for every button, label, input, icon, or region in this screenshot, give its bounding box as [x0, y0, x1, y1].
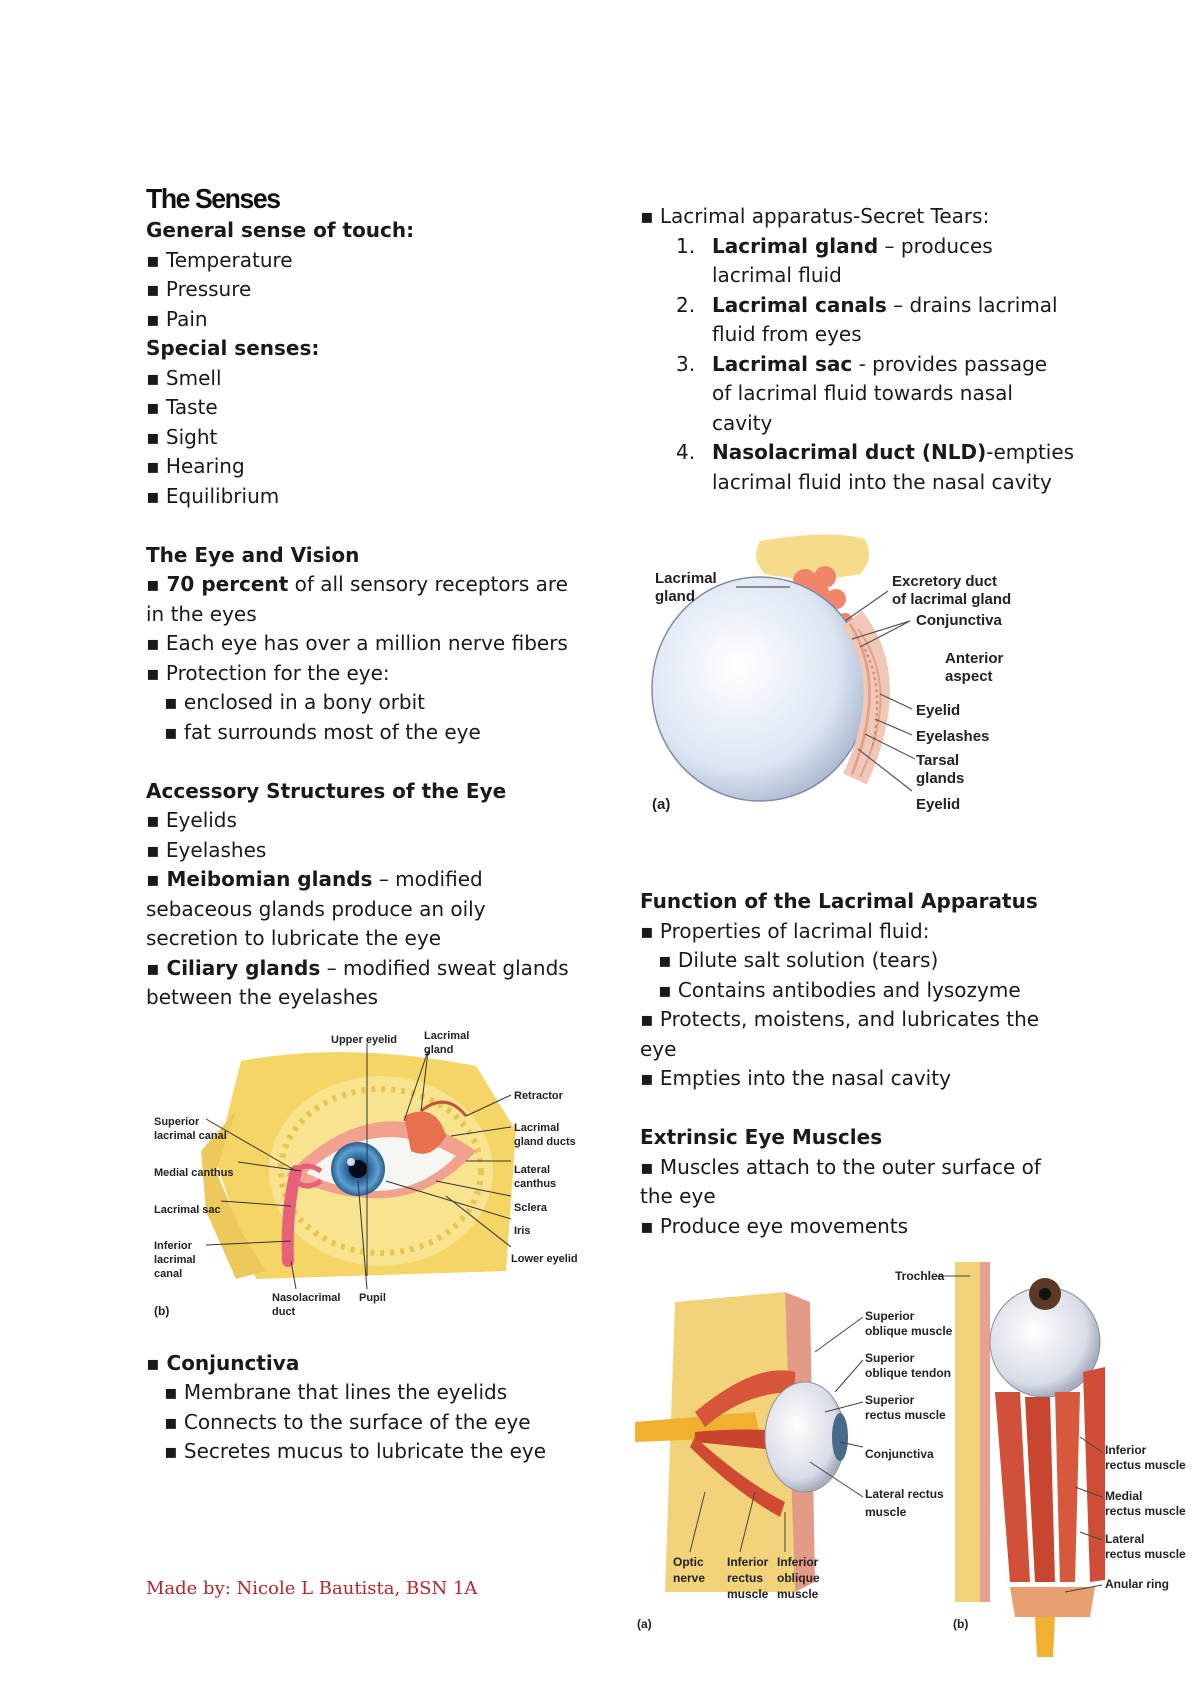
list-item: ▪ Properties of lacrimal fluid: — [640, 918, 930, 943]
label-medial-rectus-muscle: Medial — [1105, 1489, 1143, 1503]
list-item: ▪ Empties into the nasal cavity — [640, 1066, 951, 1090]
label-lacrimal-sac: Lacrimal sac — [154, 1203, 221, 1216]
label-optic-nerve: nerve — [673, 1571, 706, 1585]
label-inferior-oblique-muscle: Inferior — [777, 1555, 819, 1569]
label-retractor: Retractor — [514, 1089, 563, 1102]
list-item: ▪ Taste — [146, 395, 218, 419]
label-lacrimal-gland-ducts: Lacrimal — [514, 1121, 560, 1134]
list-item: ▪ Pain — [146, 306, 208, 331]
list-item: ▪ Sight — [146, 424, 218, 449]
label-excretory-duct: of lacrimal gland — [892, 591, 1012, 608]
numbered-item-cont: lacrimal fluid — [712, 263, 842, 287]
list-item-cont: in the eyes — [146, 601, 257, 626]
sub-list-item: ▪ enclosed in a bony orbit — [164, 690, 426, 714]
label-sclera: Sclera — [514, 1201, 548, 1214]
label-lateral-canthus: canthus — [514, 1177, 557, 1190]
numbered-item-cont: cavity — [712, 410, 773, 435]
list-item: ▪ 70 percent of all sensory receptors are — [146, 572, 568, 596]
list-item: ▪ Lacrimal apparatus-Secret Tears: — [640, 204, 990, 228]
label-lacrimal-gland: Lacrimal — [655, 570, 717, 587]
label-anular-ring: Anular ring — [1105, 1577, 1170, 1591]
label-lateral-rectus-muscle: Lateral rectus — [865, 1487, 944, 1501]
label-medial-canthus: Medial canthus — [154, 1166, 234, 1179]
eye-heading: The Eye and Vision — [146, 542, 360, 567]
label-excretory-duct: Excretory duct — [892, 573, 998, 590]
list-item-cont: secretion to lubricate the eye — [146, 926, 441, 950]
sub-list-item: ▪ Membrane that lines the eyelids — [164, 1380, 508, 1404]
list-item: ▪ Eyelids — [146, 808, 237, 832]
label-inferior-rectus-muscle: Inferior — [1105, 1443, 1147, 1457]
list-item: ▪ Each eye has over a million nerve fibers — [146, 631, 568, 655]
label-superior-oblique-muscle: Superior — [865, 1309, 915, 1323]
list-item-cont: the eye — [640, 1184, 716, 1208]
label-medial-rectus-muscle: rectus muscle — [1105, 1504, 1186, 1518]
author-footer: Made by: Nicole L Bautista, BSN 1A — [146, 1578, 478, 1599]
list-item: ▪ Pressure — [146, 277, 252, 301]
list-item: ▪ Equilibrium — [146, 483, 280, 508]
label-tarsal-glands: Tarsal — [916, 752, 960, 769]
label-superior-rectus-muscle: Superior — [865, 1393, 915, 1407]
numbered-item: 3. Lacrimal sac - provides passage — [676, 351, 1048, 376]
label-lacrimal-gland: gland — [655, 588, 695, 605]
numbered-item: 2. Lacrimal canals – drains lacrimal — [676, 292, 1058, 317]
numbered-item: 4. Nasolacrimal duct (NLD)-empties — [676, 440, 1075, 464]
conjunctiva-heading: ▪ Conjunctiva — [146, 1350, 300, 1375]
touch-heading: General sense of touch: — [146, 218, 415, 242]
list-item: ▪ Muscles attach to the outer surface of — [640, 1154, 1041, 1179]
right-column — [640, 202, 1080, 1241]
label-inferior-lacrimal-canal: lacrimal — [154, 1253, 196, 1266]
panel-label: (a) — [637, 1617, 652, 1631]
function-heading: Function of the Lacrimal Apparatus — [640, 889, 1038, 913]
label-conjunctiva: Conjunctiva — [916, 612, 1002, 629]
list-item-cont: between the eyelashes — [146, 985, 379, 1009]
label-inferior-lacrimal-canal: Inferior — [154, 1239, 192, 1252]
page-title: The Senses — [146, 183, 280, 214]
label-superior-oblique-tendon: oblique tendon — [865, 1366, 951, 1380]
sub-list-item: ▪ Connects to the surface of the eye — [164, 1409, 531, 1434]
label-anterior-aspect: Anterior — [945, 650, 1004, 667]
label-nasolacrimal-duct: Nasolacrimal — [272, 1291, 341, 1304]
label-conjunctiva: Conjunctiva — [865, 1447, 934, 1461]
list-item: ▪ Temperature — [146, 247, 293, 272]
list-item: ▪ Ciliary glands – modified sweat glands — [146, 955, 569, 980]
list-item: ▪ Smell — [146, 365, 222, 390]
label-eyelashes: Eyelashes — [916, 728, 990, 745]
list-item: ▪ Eyelashes — [146, 837, 267, 862]
extrinsic-muscles-diagram — [635, 1262, 1186, 1662]
list-item: ▪ Protection for the eye: — [146, 660, 390, 685]
figure-eye-lacrimal — [146, 1021, 586, 1321]
label-trochlea: Trochlea — [895, 1269, 945, 1283]
label-superior-rectus-muscle: rectus muscle — [865, 1408, 946, 1422]
left-column — [146, 182, 586, 1467]
list-item: ▪ Meibomian glands – modified — [146, 867, 483, 891]
label-inferior-rectus-muscle: rectus muscle — [1105, 1458, 1186, 1472]
figure-lacrimal-side — [640, 529, 1080, 829]
sub-list-item: ▪ fat surrounds most of the eye — [164, 719, 481, 744]
figure-extrinsic-muscles — [635, 1262, 1186, 1662]
numbered-item: 1. Lacrimal gland – produces — [676, 233, 993, 258]
label-nasolacrimal-duct: duct — [272, 1305, 296, 1318]
label-inferior-rectus-muscle: rectus — [727, 1571, 764, 1585]
label-lateral-canthus: Lateral — [514, 1163, 551, 1176]
accessory-heading: Accessory Structures of the Eye — [146, 778, 507, 803]
label-inferior-rectus-muscle: muscle — [727, 1587, 769, 1601]
label-upper-eyelid: Upper eyelid — [331, 1033, 398, 1046]
label-eyelid: Eyelid — [916, 796, 961, 813]
numbered-item-cont: fluid from eyes — [712, 322, 862, 346]
label-eyelid: Eyelid — [916, 702, 961, 719]
special-heading: Special senses: — [146, 336, 320, 360]
panel-label: (a) — [652, 796, 671, 813]
sub-list-item: ▪ Dilute salt solution (tears) — [658, 948, 939, 972]
numbered-item-cont: lacrimal fluid into the nasal cavity — [712, 469, 1052, 494]
panel-label: (b) — [953, 1617, 969, 1631]
label-superior-lacrimal-canal: Superior — [154, 1115, 200, 1128]
label-inferior-lacrimal-canal: canal — [154, 1267, 183, 1280]
list-item-cont: sebaceous glands produce an oily — [146, 896, 486, 921]
label-lateral-rectus-muscle: muscle — [865, 1505, 907, 1519]
list-item-cont: eye — [640, 1036, 677, 1061]
label-lacrimal-gland: gland — [424, 1043, 454, 1056]
label-lateral-rectus-muscle: rectus muscle — [1105, 1547, 1186, 1561]
label-lacrimal-gland: Lacrimal — [424, 1029, 470, 1042]
sub-list-item: ▪ Secretes mucus to lubricate the eye — [164, 1439, 547, 1463]
label-inferior-rectus-muscle: Inferior — [727, 1555, 769, 1569]
label-inferior-oblique-muscle: muscle — [777, 1587, 819, 1601]
lacrimal-side-diagram — [640, 529, 1080, 829]
list-item: ▪ Hearing — [146, 454, 245, 478]
label-superior-lacrimal-canal: lacrimal canal — [154, 1129, 227, 1142]
label-pupil: Pupil — [359, 1291, 386, 1304]
label-lower-eyelid: Lower eyelid — [511, 1252, 578, 1265]
label-lacrimal-gland-ducts: gland ducts — [514, 1135, 576, 1148]
eye-lacrimal-diagram — [146, 1021, 586, 1321]
label-superior-oblique-muscle: oblique muscle — [865, 1324, 953, 1338]
sub-list-item: ▪ Contains antibodies and lysozyme — [658, 977, 1021, 1002]
extrinsic-heading: Extrinsic Eye Muscles — [640, 1125, 883, 1149]
numbered-item-cont: of lacrimal fluid towards nasal — [712, 381, 1013, 405]
list-item: ▪ Produce eye movements — [640, 1213, 909, 1238]
label-superior-oblique-tendon: Superior — [865, 1351, 915, 1365]
label-lateral-rectus-muscle: Lateral — [1105, 1532, 1145, 1546]
panel-label: (b) — [154, 1303, 170, 1318]
list-item: ▪ Protects, moistens, and lubricates the — [640, 1007, 1040, 1031]
label-inferior-oblique-muscle: oblique — [777, 1571, 820, 1585]
label-optic-nerve: Optic — [673, 1555, 704, 1569]
label-iris: Iris — [514, 1224, 531, 1237]
label-anterior-aspect: aspect — [945, 668, 993, 685]
label-tarsal-glands: glands — [916, 770, 965, 787]
